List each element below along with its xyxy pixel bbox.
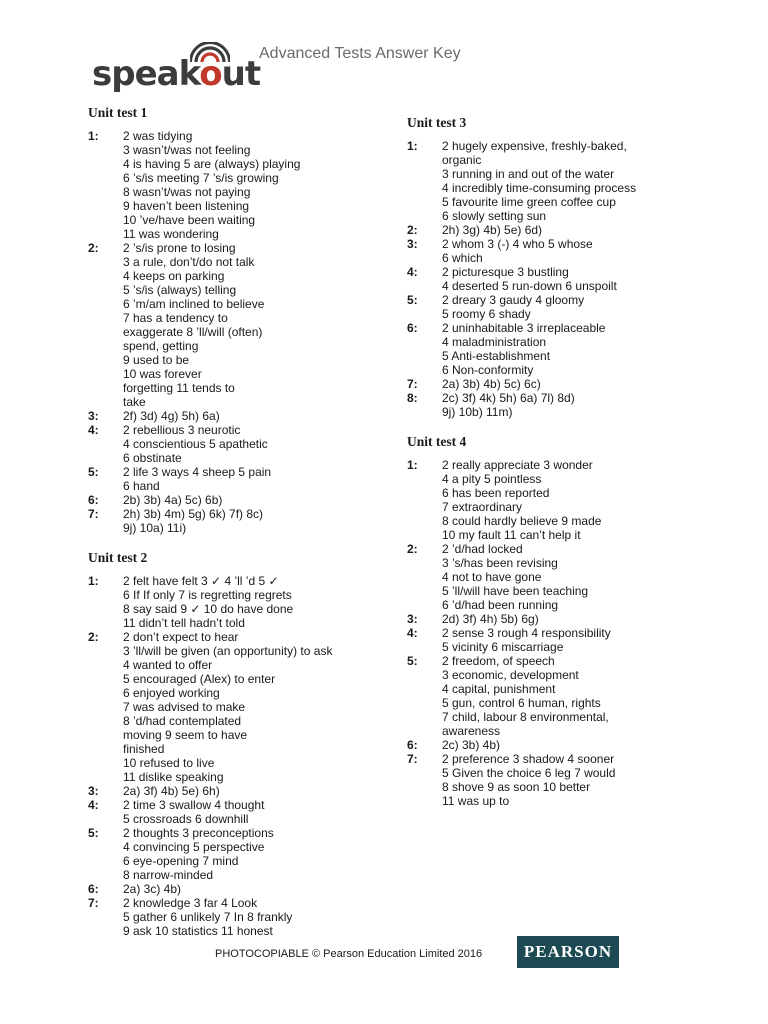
unit-heading: Unit test 1 xyxy=(88,105,148,120)
answer-line: 2 rebellious 3 neurotic xyxy=(123,423,241,437)
answer-line: 9 used to be xyxy=(123,353,190,367)
answer-line: 9 ask 10 statistics 11 honest xyxy=(123,924,273,938)
answer-item xyxy=(88,409,388,423)
question-number: 3: xyxy=(407,612,418,626)
answer-body xyxy=(442,458,707,542)
question-number: 4: xyxy=(407,265,418,279)
pearson-logo xyxy=(517,936,619,968)
answer-line: 5 ’ll/will have been teaching xyxy=(442,584,589,598)
answer-line: 2 don’t expect to hear xyxy=(123,630,239,644)
answer-line: 10 was forever xyxy=(123,367,202,381)
answer-line: 6 hand xyxy=(123,479,160,493)
question-number: 7: xyxy=(407,752,418,766)
answer-line: 6 If If only 7 is regretting regrets xyxy=(123,588,292,602)
question-number: 4: xyxy=(407,626,418,640)
answer-line: forgetting 11 tends to xyxy=(123,381,235,395)
logo-wordmark: speakout xyxy=(92,54,261,94)
answer-body xyxy=(123,896,388,938)
answer-line: 2 time 3 swallow 4 thought xyxy=(123,798,265,812)
answer-item xyxy=(88,507,388,535)
answer-line: 10 ’ve/have been waiting xyxy=(123,213,256,227)
answer-item xyxy=(88,129,388,241)
answer-line: 8 say said 9 ✓ 10 do have done xyxy=(123,602,294,616)
answer-body xyxy=(123,630,388,784)
answer-line: 2 hugely expensive, freshly-baked, xyxy=(442,139,627,153)
answer-line: 8 could hardly believe 9 made xyxy=(442,514,602,528)
answer-line: 5 favourite lime green coffee cup xyxy=(442,195,616,209)
answer-line: 11 was up to xyxy=(442,794,510,808)
answer-line: 9j) 10a) 11i) xyxy=(123,521,187,535)
unit-heading: Unit test 2 xyxy=(88,550,148,565)
question-number: 1: xyxy=(88,129,99,143)
question-number: 5: xyxy=(407,293,418,307)
answer-line: 6 ’d/had been running xyxy=(442,598,559,612)
answer-line: 2a) 3b) 4b) 5c) 6c) xyxy=(442,377,541,391)
answer-item xyxy=(88,798,388,826)
answer-line: organic xyxy=(442,153,482,167)
unit-section xyxy=(407,114,707,419)
answer-line: 2 sense 3 rough 4 responsibility xyxy=(442,626,611,640)
answer-body xyxy=(123,129,388,241)
answer-line: 2 preference 3 shadow 4 sooner xyxy=(442,752,615,766)
question-number: 6: xyxy=(88,882,99,896)
answer-line: 2 really appreciate 3 wonder xyxy=(442,458,593,472)
unit-section xyxy=(407,433,707,808)
answer-body xyxy=(123,574,388,630)
question-number: 7: xyxy=(407,377,418,391)
answer-body xyxy=(123,493,388,507)
answer-line: 6 eye-opening 7 mind xyxy=(123,854,239,868)
answer-body xyxy=(123,465,388,493)
answer-line: 2h) 3g) 4b) 5e) 6d) xyxy=(442,223,543,237)
answer-line: 5 crossroads 6 downhill xyxy=(123,812,249,826)
answer-line: 5 gun, control 6 human, rights xyxy=(442,696,601,710)
answer-line: 4 wanted to offer xyxy=(123,658,213,672)
answer-item xyxy=(88,465,388,493)
answer-line: 7 was advised to make xyxy=(123,700,246,714)
question-number: 1: xyxy=(88,574,99,588)
answer-line: 2b) 3b) 4a) 5c) 6b) xyxy=(123,493,223,507)
question-number: 6: xyxy=(407,321,418,335)
answer-body xyxy=(442,626,707,654)
answer-item xyxy=(88,896,388,938)
answer-line: 2 was tidying xyxy=(123,129,193,143)
answer-line: 4 conscientious 5 apathetic xyxy=(123,437,268,451)
answer-body xyxy=(442,321,707,377)
answer-item xyxy=(88,630,388,784)
answer-line: take xyxy=(123,395,146,409)
right-column xyxy=(407,114,707,822)
question-number: 8: xyxy=(407,391,418,405)
answer-line: 10 refused to live xyxy=(123,756,215,770)
unit-heading: Unit test 4 xyxy=(407,434,467,449)
document-title: Advanced Tests Answer Key xyxy=(259,45,461,62)
answer-body xyxy=(123,241,388,409)
answer-line: 5 ’s/is (always) telling xyxy=(123,283,237,297)
answer-body xyxy=(442,265,707,293)
answer-line: 6 obstinate xyxy=(123,451,182,465)
answer-line: 6 which xyxy=(442,251,483,265)
answer-body xyxy=(442,237,707,265)
left-column xyxy=(88,104,388,952)
answer-body xyxy=(442,752,707,808)
answer-line: 4 is having 5 are (always) playing xyxy=(123,157,301,171)
question-number: 6: xyxy=(407,738,418,752)
answer-line: 2 life 3 ways 4 sheep 5 pain xyxy=(123,465,272,479)
answer-line: 2c) 3b) 4b) xyxy=(442,738,501,752)
question-number: 7: xyxy=(88,507,99,521)
answer-item xyxy=(407,265,707,293)
answer-line: 7 extraordinary xyxy=(442,500,523,514)
answer-line: 6 Non-conformity xyxy=(442,363,534,377)
question-number: 3: xyxy=(88,784,99,798)
unit-section xyxy=(88,104,388,535)
answer-item xyxy=(407,752,707,808)
answer-body xyxy=(442,738,707,752)
answer-body xyxy=(442,612,707,626)
answer-line: 4 capital, punishment xyxy=(442,682,556,696)
answer-line: 9j) 10b) 11m) xyxy=(442,405,513,419)
answer-line: 2 whom 3 (-) 4 who 5 whose xyxy=(442,237,593,251)
question-number: 5: xyxy=(407,654,418,668)
answer-line: exaggerate 8 ’ll/will (often) xyxy=(123,325,263,339)
answer-line: 11 didn’t tell hadn’t told xyxy=(123,616,245,630)
answer-line: 3 running in and out of the water xyxy=(442,167,615,181)
answer-line: 2 knowledge 3 far 4 Look xyxy=(123,896,258,910)
answer-line: finished xyxy=(123,742,165,756)
answer-line: 2c) 3f) 4k) 5h) 6a) 7l) 8d) xyxy=(442,391,575,405)
unit-section xyxy=(88,549,388,938)
answer-line: 8 shove 9 as soon 10 better xyxy=(442,780,591,794)
answer-line: 4 keeps on parking xyxy=(123,269,225,283)
answer-line: 2a) 3c) 4b) xyxy=(123,882,182,896)
answer-line: 6 slowly setting sun xyxy=(442,209,547,223)
speakout-logo xyxy=(92,46,261,96)
answer-item xyxy=(407,391,707,419)
answer-item xyxy=(88,784,388,798)
answer-body xyxy=(123,882,388,896)
answer-body xyxy=(442,377,707,391)
answer-line: 5 gather 6 unlikely 7 In 8 frankly xyxy=(123,910,293,924)
question-number: 2: xyxy=(407,542,418,556)
question-number: 2: xyxy=(88,241,99,255)
answer-line: 2 freedom, of speech xyxy=(442,654,555,668)
answer-line: 7 has a tendency to xyxy=(123,311,228,325)
answer-line: 10 my fault 11 can’t help it xyxy=(442,528,581,542)
answer-line: spend, getting xyxy=(123,339,199,353)
answer-body xyxy=(442,542,707,612)
answer-line: 9 haven’t been listening xyxy=(123,199,250,213)
answer-item xyxy=(88,882,388,896)
answer-body xyxy=(123,423,388,465)
question-number: 3: xyxy=(88,409,99,423)
answer-line: 4 convincing 5 perspective xyxy=(123,840,265,854)
question-number: 2: xyxy=(407,223,418,237)
answer-body xyxy=(442,391,707,419)
answer-item xyxy=(407,223,707,237)
answer-line: moving 9 seem to have xyxy=(123,728,248,742)
answer-line: 3 ’ll/will be given (an opportunity) to ask xyxy=(123,644,333,658)
answer-item xyxy=(88,826,388,882)
answer-line: 3 a rule, don’t/do not talk xyxy=(123,255,255,269)
answer-body xyxy=(442,223,707,237)
answer-item xyxy=(407,626,707,654)
answer-line: 4 incredibly time-consuming process xyxy=(442,181,637,195)
answer-line: 2 felt have felt 3 ✓ 4 ’ll ’d 5 ✓ xyxy=(123,574,279,588)
answer-line: 5 roomy 6 shady xyxy=(442,307,531,321)
answer-body xyxy=(442,654,707,738)
question-number: 6: xyxy=(88,493,99,507)
answer-body xyxy=(123,409,388,423)
answer-body xyxy=(442,139,707,223)
answer-body xyxy=(123,798,388,826)
answer-item xyxy=(88,241,388,409)
answer-line: 2d) 3f) 4h) 5b) 6g) xyxy=(442,612,539,626)
answer-item xyxy=(407,654,707,738)
question-number: 4: xyxy=(88,423,99,437)
answer-line: 2 picturesque 3 bustling xyxy=(442,265,569,279)
answer-body xyxy=(123,826,388,882)
answer-line: 3 ’s/has been revising xyxy=(442,556,558,570)
answer-item xyxy=(88,423,388,465)
answer-line: 6 enjoyed working xyxy=(123,686,220,700)
answer-line: 7 child, labour 8 environmental, xyxy=(442,710,609,724)
answer-item xyxy=(407,321,707,377)
answer-line: 6 has been reported xyxy=(442,486,550,500)
answer-line: awareness xyxy=(442,724,501,738)
answer-line: 2h) 3b) 4m) 5g) 6k) 7f) 8c) xyxy=(123,507,264,521)
answer-line: 2 uninhabitable 3 irreplaceable xyxy=(442,321,606,335)
answer-line: 3 wasn’t/was not feeling xyxy=(123,143,251,157)
question-number: 1: xyxy=(407,458,418,472)
answer-line: 2f) 3d) 4g) 5h) 6a) xyxy=(123,409,220,423)
answer-line: 4 deserted 5 run-down 6 unspoilt xyxy=(442,279,617,293)
answer-line: 2 dreary 3 gaudy 4 gloomy xyxy=(442,293,585,307)
answer-line: 2 ’s/is prone to losing xyxy=(123,241,236,255)
answer-line: 5 Anti-establishment xyxy=(442,349,551,363)
answer-item xyxy=(407,458,707,542)
answer-line: 2a) 3f) 4b) 5e) 6h) xyxy=(123,784,220,798)
answer-item xyxy=(407,139,707,223)
question-number: 5: xyxy=(88,465,99,479)
unit-heading: Unit test 3 xyxy=(407,115,467,130)
answer-item xyxy=(407,237,707,265)
answer-body xyxy=(123,507,388,535)
answer-line: 6 ’s/is meeting 7 ’s/is growing xyxy=(123,171,279,185)
answer-line: 11 dislike speaking xyxy=(123,770,224,784)
answer-line: 4 maladministration xyxy=(442,335,547,349)
question-number: 2: xyxy=(88,630,99,644)
pearson-wordmark: PEARSON xyxy=(523,942,613,961)
copyright-notice: PHOTOCOPIABLE © Pearson Education Limited 2016 xyxy=(215,948,483,960)
question-number: 3: xyxy=(407,237,418,251)
answer-line: 8 ’d/had contemplated xyxy=(123,714,242,728)
answer-body xyxy=(123,784,388,798)
answer-line: 3 economic, development xyxy=(442,668,579,682)
answer-line: 2 ’d/had locked xyxy=(442,542,523,556)
answer-line: 8 narrow-minded xyxy=(123,868,214,882)
question-number: 7: xyxy=(88,896,99,910)
answer-line: 2 thoughts 3 preconceptions xyxy=(123,826,274,840)
answer-line: 5 vicinity 6 miscarriage xyxy=(442,640,564,654)
answer-item xyxy=(407,612,707,626)
question-number: 1: xyxy=(407,139,418,153)
answer-line: 5 encouraged (Alex) to enter xyxy=(123,672,276,686)
answer-line: 4 a pity 5 pointless xyxy=(442,472,542,486)
answer-item xyxy=(88,493,388,507)
answer-line: 4 not to have gone xyxy=(442,570,542,584)
answer-line: 8 wasn’t/was not paying xyxy=(123,185,251,199)
answer-item xyxy=(407,738,707,752)
answer-item xyxy=(407,377,707,391)
answer-line: 6 ’m/am inclined to believe xyxy=(123,297,265,311)
answer-item xyxy=(407,542,707,612)
answer-line: 11 was wondering xyxy=(123,227,219,241)
question-number: 4: xyxy=(88,798,99,812)
answer-line: 5 Given the choice 6 leg 7 would xyxy=(442,766,616,780)
answer-item xyxy=(407,293,707,321)
question-number: 5: xyxy=(88,826,99,840)
answer-body xyxy=(442,293,707,321)
answer-item xyxy=(88,574,388,630)
